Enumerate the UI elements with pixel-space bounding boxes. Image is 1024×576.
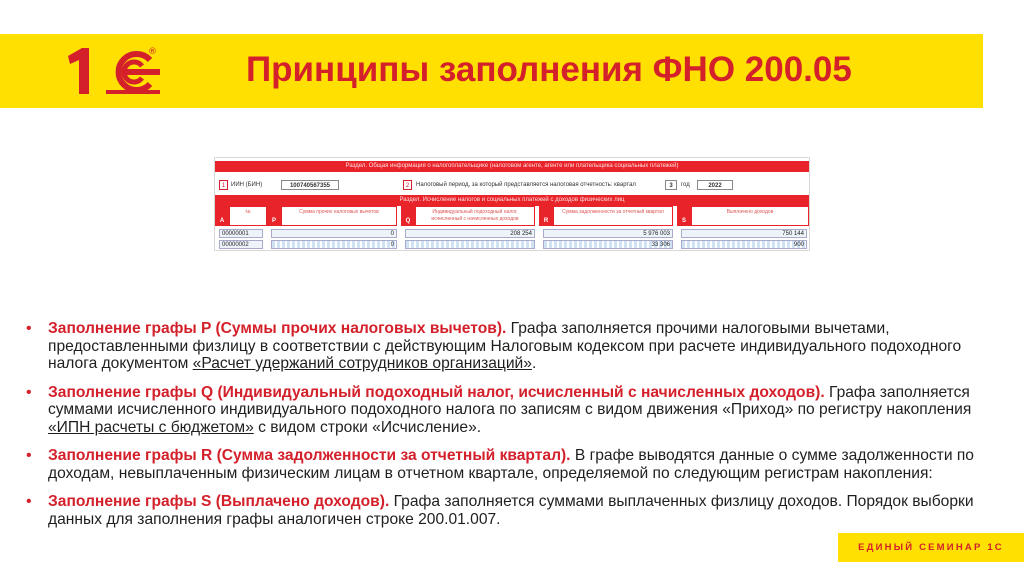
bullet-heading: Заполнение графы P (Суммы прочих налоговых вычетов). — [48, 320, 507, 337]
bullet-item-p — [24, 320, 984, 373]
col-header-r: Сумма задолженности за отчетный квартал — [553, 206, 673, 226]
col-letter-q: Q — [401, 206, 415, 226]
row1-cell-s[interactable]: 750 144 — [681, 229, 807, 238]
registered-mark: ® — [148, 47, 157, 57]
period-label: Налоговый период, за который представляется налоговая отчетность: квартал — [416, 182, 636, 188]
fno-form-screenshot — [214, 157, 810, 251]
iin-field[interactable]: 100740567355 — [281, 180, 339, 190]
col-letter-p: P — [267, 206, 281, 226]
year-label: год — [681, 182, 690, 188]
col-letter-s: S — [677, 206, 691, 226]
col-header-q: Индивидуальный подоходный налог, исчисленный с начисленных доходов — [415, 206, 535, 226]
bullet-item-r — [24, 447, 984, 482]
page-title: Принципы заполнения ФНО 200.05 — [246, 50, 852, 89]
field-number-2: 2 — [403, 180, 412, 190]
form-row-iin-period — [215, 178, 809, 192]
field-number-1: 1 — [219, 180, 228, 190]
year-field[interactable]: 2022 — [697, 180, 733, 190]
col-letter-r: R — [539, 206, 553, 226]
col-header-s: Выплачено доходов — [691, 206, 809, 226]
col-header-a: № — [229, 206, 267, 226]
bullet-heading: Заполнение графы R (Сумма задолженности за отчетный квартал). — [48, 447, 571, 464]
1c-logo-icon — [62, 44, 162, 98]
bullet-heading: Заполнение графы S (Выплачено доходов). — [48, 493, 390, 510]
form-column-headers — [215, 206, 809, 226]
bullet-tail: . — [531, 355, 537, 372]
bullet-heading: Заполнение графы Q (Индивидуальный подоходный налог, исчисленный с начисленных доходов). — [48, 383, 825, 401]
row1-cell-p[interactable]: 0 — [271, 229, 397, 238]
bullet-item-s — [24, 493, 984, 528]
1c-logo-svg — [62, 44, 162, 98]
row2-cell-r[interactable]: 33 306 — [543, 240, 673, 249]
bullet-text: Графа заполняется прочими налоговыми вычетами, предоставленными физлицу в соответствии с действующим Налоговым кодексом при расчете индивидуального подоходного налога документом — [48, 320, 962, 372]
row2-cell-p[interactable]: 0 — [271, 240, 397, 249]
col-letter-a: A — [215, 206, 229, 226]
iin-label: ИИН (БИН) — [231, 182, 263, 188]
link-document[interactable]: «Расчет удержаний сотрудников организаций» — [192, 355, 532, 372]
form-section-general-title: Раздел. Общая информация о налогоплательщике (налоговом агенте, агенте или плательщика социальных платежей) — [215, 161, 809, 172]
row1-cell-q[interactable]: 208 254 — [405, 229, 535, 238]
row1-cell-a[interactable]: 00000001 — [219, 229, 263, 238]
bullet-text: Графа заполняется суммами исчисленного индивидуального подоходного налога по записям с видом движения «Приход» по регистру накопления — [48, 383, 972, 418]
bullet-item-q — [24, 384, 984, 437]
header-band — [0, 34, 983, 108]
link-register[interactable]: «ИПН расчеты с бюджетом» — [48, 418, 254, 436]
col-header-p: Сумма прочих налоговых вычетов — [281, 206, 397, 226]
row2-cell-q[interactable] — [405, 240, 535, 249]
row1-cell-r[interactable]: 5 976 003 — [543, 229, 673, 238]
bullet-text: В графе выводятся данные о сумме задолженности по доходам, невыплаченным физическим лицам в отчетном квартале, определяемой по следующим регистрам накопления: — [48, 447, 974, 482]
row2-cell-s[interactable]: 900 — [681, 240, 807, 249]
quarter-field[interactable]: 3 — [665, 180, 677, 190]
bullet-text: Графа заполняется суммами выплаченных физлицу доходов. Порядок выборки данных для заполнения графы аналогичен строке 200.01.007. — [48, 493, 974, 528]
bullet-tail: с видом строки «Исчисление». — [253, 418, 482, 436]
row2-cell-a[interactable]: 00000002 — [219, 240, 263, 249]
seminar-badge: ЕДИНЫЙ СЕМИНАР 1С — [838, 533, 1024, 562]
form-section-calc-title: Раздел. Исчисление налогов и социальных платежей с доходов физических лиц — [215, 195, 809, 206]
bullet-list — [24, 320, 984, 539]
